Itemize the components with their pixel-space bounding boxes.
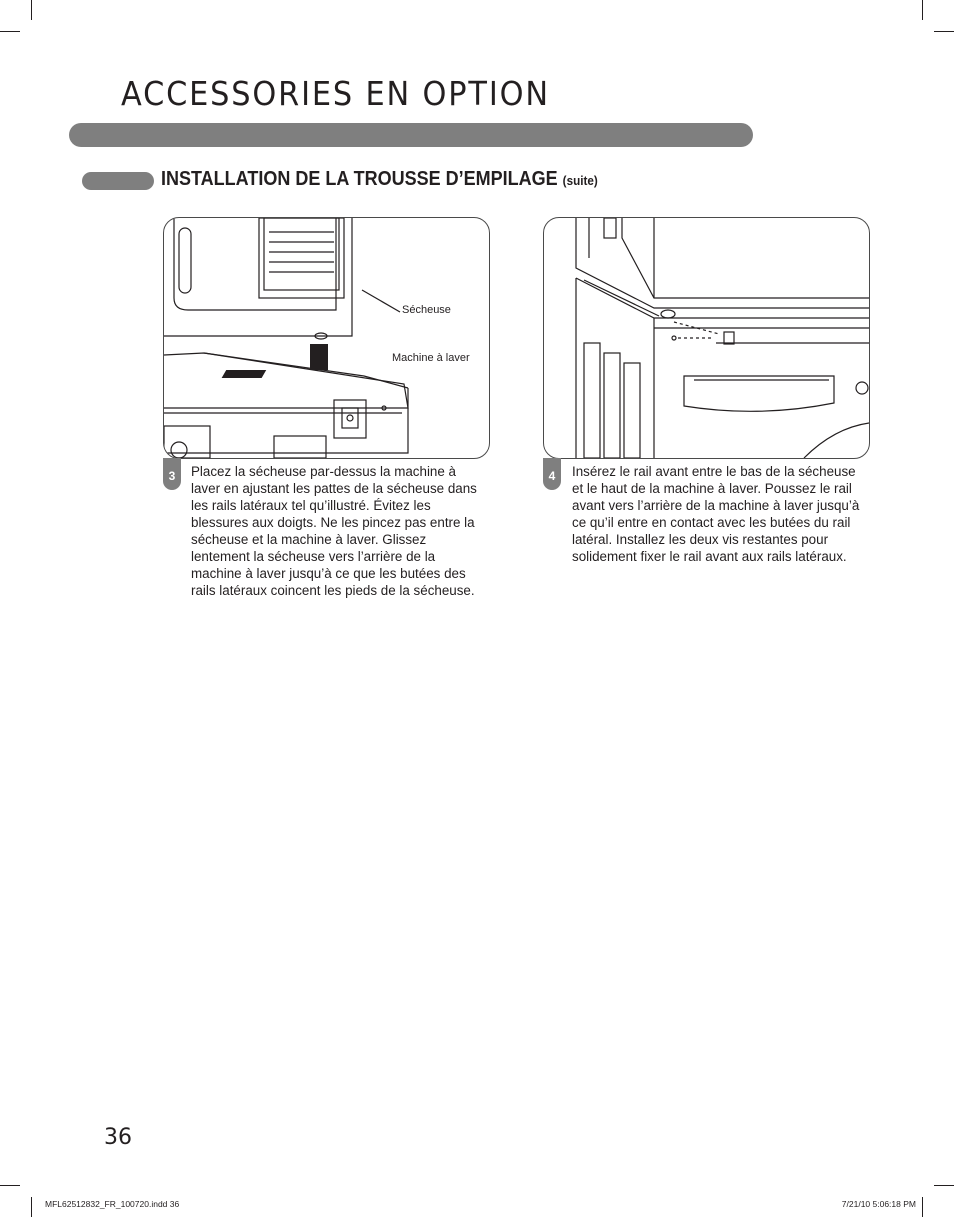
footer-date-info: 7/21/10 5:06:18 PM bbox=[841, 1199, 916, 1209]
crop-mark bbox=[0, 31, 20, 32]
step-4-instructions: Insérez le rail avant entre le bas de la sécheuse et le haut de la machine à laver. Poussez le rail avant vers l’arrière de la machine à laver jusqu’à ce qu’il entre en contact avec les butées du rail latéral. Installez les deux vis restantes pour solidement fixer le rail avant aux rails latéraux. bbox=[572, 464, 860, 564]
crop-mark bbox=[0, 1185, 20, 1186]
crop-mark bbox=[934, 31, 954, 32]
title-bar bbox=[69, 123, 753, 147]
page-title: ACCESSORIES EN OPTION bbox=[121, 74, 550, 113]
dryer-on-washer-drawing bbox=[164, 218, 489, 458]
callout-washer: Machine à laver bbox=[392, 352, 470, 364]
page-number: 36 bbox=[104, 1125, 132, 1150]
illustration-step-3 bbox=[163, 217, 490, 459]
step-3-instructions: Placez la sécheuse par-dessus la machine à laver en ajustant les pattes de la sécheuse dans les rails latéraux tel qu’illustré. Évitez les blessures aux doigts. Ne les pincez pas entre la sécheuse et la machine à laver. Glissez lentement la sécheuse vers l’arrière de la machine à laver jusqu’à ce que les butées des rails latéraux coincent les pieds de la sécheuse. bbox=[191, 464, 477, 598]
section-pill bbox=[82, 172, 154, 190]
crop-mark bbox=[934, 1185, 954, 1186]
section-heading bbox=[161, 168, 598, 191]
callout-dryer: Sécheuse bbox=[402, 304, 451, 316]
crop-mark bbox=[31, 0, 32, 20]
crop-mark bbox=[922, 1197, 923, 1217]
section-heading-text: INSTALLATION DE LA TROUSSE D’EMPILAGE bbox=[161, 168, 558, 190]
step-number-4: 4 bbox=[543, 458, 561, 490]
footer-file-info: MFL62512832_FR_100720.indd 36 bbox=[45, 1199, 180, 1209]
front-rail-drawing bbox=[544, 218, 869, 458]
crop-mark bbox=[922, 0, 923, 20]
illustration-step-4 bbox=[543, 217, 870, 459]
section-heading-suffix: (suite) bbox=[562, 173, 598, 188]
crop-mark bbox=[31, 1197, 32, 1217]
step-number-3: 3 bbox=[163, 458, 181, 490]
